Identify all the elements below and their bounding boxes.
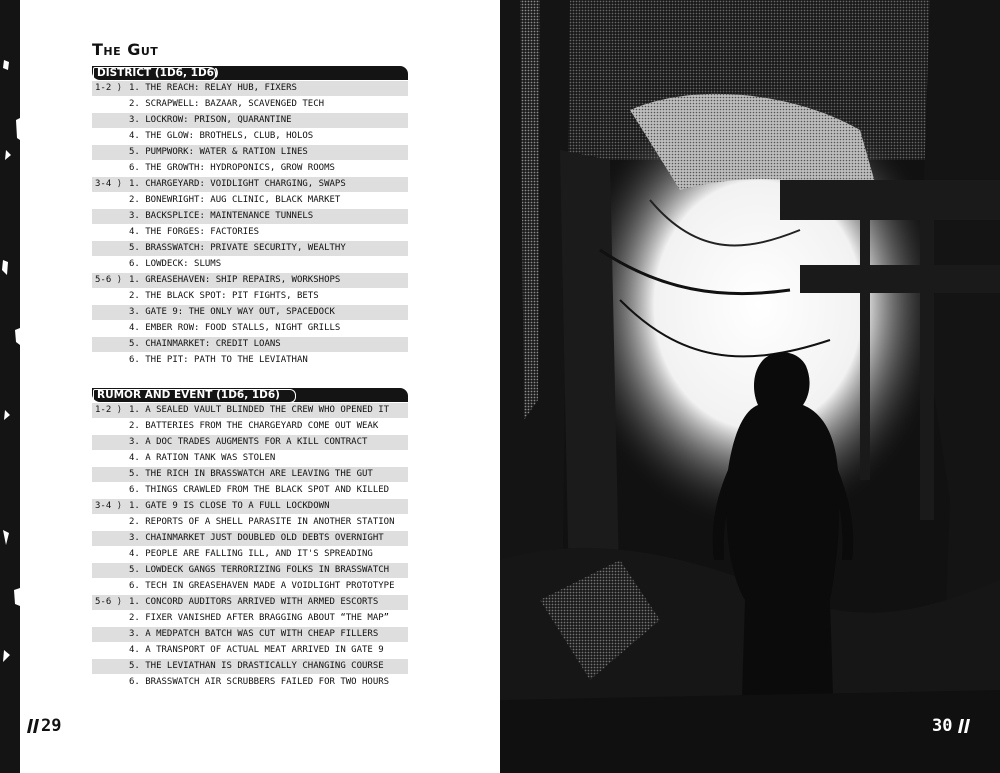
row-entry: 5. THE RICH IN BRASSWATCH ARE LEAVING THE GUT	[129, 468, 373, 479]
district-table-rows	[92, 81, 408, 369]
row-entry: 4. THE GLOW: BROTHELS, CLUB, HOLOS	[129, 130, 314, 141]
table-row	[92, 209, 408, 225]
roll-range: 3-4 ⟩	[95, 500, 123, 511]
table-row	[92, 611, 408, 627]
page-number-right: 30	[932, 716, 953, 736]
table-row	[92, 161, 408, 177]
table-row	[92, 257, 408, 273]
row-entry: 4. PEOPLE ARE FALLING ILL, AND IT'S SPREADING	[129, 548, 373, 559]
right-page	[500, 0, 1000, 773]
row-entry: 2. BATTERIES FROM THE CHARGEYARD COME OUT WEAK	[129, 420, 379, 431]
row-entry: 6. THE PIT: PATH TO THE LEVIATHAN	[129, 354, 308, 365]
row-entry: 3. CHAINMARKET JUST DOUBLED OLD DEBTS OVERNIGHT	[129, 532, 384, 543]
roll-range: 3-4 ⟩	[95, 178, 123, 189]
row-entry: 6. BRASSWATCH AIR SCRUBBERS FAILED FOR TWO HOURS	[129, 676, 390, 687]
district-table	[92, 66, 408, 368]
row-entry: 5. THE LEVIATHAN IS DRASTICALLY CHANGING COURSE	[129, 660, 384, 671]
row-entry: 1. CONCORD AUDITORS ARRIVED WITH ARMED ESCORTS	[129, 596, 379, 607]
table-row	[92, 145, 408, 161]
table-row	[92, 241, 408, 257]
table-row	[92, 305, 408, 321]
table-row	[92, 595, 408, 611]
row-entry: 6. THE GROWTH: HYDROPONICS, GROW ROOMS	[129, 162, 335, 173]
rumor-event-table-rows	[92, 403, 408, 691]
row-entry: 4. A TRANSPORT OF ACTUAL MEAT ARRIVED IN GATE 9	[129, 644, 384, 655]
table-row	[92, 353, 408, 369]
row-entry: 5. CHAINMARKET: CREDIT LOANS	[129, 338, 281, 349]
table-row	[92, 483, 408, 499]
district-table-header	[92, 66, 408, 80]
row-entry: 1. A SEALED VAULT BLINDED THE CREW WHO OPENED IT	[129, 404, 390, 415]
row-entry: 5. PUMPWORK: WATER & RATION LINES	[129, 146, 308, 157]
row-entry: 3. GATE 9: THE ONLY WAY OUT, SPACEDOCK	[129, 306, 335, 317]
roll-range: 5-6 ⟩	[95, 596, 123, 607]
table-row	[92, 563, 408, 579]
row-entry: 4. EMBER ROW: FOOD STALLS, NIGHT GRILLS	[129, 322, 341, 333]
table-row	[92, 467, 408, 483]
row-entry: 3. BACKSPLICE: MAINTENANCE TUNNELS	[129, 210, 314, 221]
table-row	[92, 225, 408, 241]
table-row	[92, 515, 408, 531]
row-entry: 5. BRASSWATCH: PRIVATE SECURITY, WEALTHY	[129, 242, 346, 253]
row-entry: 1. CHARGEYARD: VOIDLIGHT CHARGING, SWAPS	[129, 178, 346, 189]
table-row	[92, 273, 408, 289]
row-entry: 4. A RATION TANK WAS STOLEN	[129, 452, 276, 463]
row-entry: 3. A DOC TRADES AUGMENTS FOR A KILL CONTRACT	[129, 436, 368, 447]
table-row	[92, 337, 408, 353]
roll-range: 1-2 ⟩	[95, 82, 123, 93]
row-entry: 2. REPORTS OF A SHELL PARASITE IN ANOTHER STATION	[129, 516, 395, 527]
roll-range: 5-6 ⟩	[95, 274, 123, 285]
table-row	[92, 435, 408, 451]
row-entry: 3. LOCKROW: PRISON, QUARANTINE	[129, 114, 292, 125]
roll-range: 1-2 ⟩	[95, 404, 123, 415]
table-row	[92, 403, 408, 419]
table-row	[92, 81, 408, 97]
row-entry: 1. GATE 9 IS CLOSE TO A FULL LOCKDOWN	[129, 500, 330, 511]
illustration-image	[500, 0, 1000, 773]
table-row	[92, 321, 408, 337]
page-marker-bars-icon	[27, 719, 39, 733]
row-entry: 5. LOWDECK GANGS TERRORIZING FOLKS IN BRASSWATCH	[129, 564, 390, 575]
table-row	[92, 419, 408, 435]
table-row	[92, 675, 408, 691]
rumor-event-table	[92, 388, 408, 690]
page-number-left: 29	[41, 716, 62, 736]
district-table-header-label: DISTRICT (1D6, 1D6)	[97, 67, 219, 79]
table-row	[92, 531, 408, 547]
table-row	[92, 177, 408, 193]
table-row	[92, 97, 408, 113]
rumor-event-table-header-label: RUMOR AND EVENT (1D6, 1D6)	[97, 389, 280, 401]
table-row	[92, 659, 408, 675]
row-entry: 6. THINGS CRAWLED FROM THE BLACK SPOT AND KILLED	[129, 484, 390, 495]
row-entry: 6. TECH IN GREASEHAVEN MADE A VOIDLIGHT PROTOTYPE	[129, 580, 395, 591]
table-row	[92, 289, 408, 305]
table-row	[92, 129, 408, 145]
row-entry: 2. SCRAPWELL: BAZAAR, SCAVENGED TECH	[129, 98, 325, 109]
table-row	[92, 193, 408, 209]
table-row	[92, 451, 408, 467]
row-entry: 6. LOWDECK: SLUMS	[129, 258, 222, 269]
table-row	[92, 579, 408, 595]
page-title: The Gut	[92, 40, 159, 59]
table-row	[92, 113, 408, 129]
table-row	[92, 627, 408, 643]
row-entry: 2. BONEWRIGHT: AUG CLINIC, BLACK MARKET	[129, 194, 341, 205]
row-entry: 1. THE REACH: RELAY HUB, FIXERS	[129, 82, 297, 93]
row-entry: 1. GREASEHAVEN: SHIP REPAIRS, WORKSHOPS	[129, 274, 341, 285]
row-entry: 3. A MEDPATCH BATCH WAS CUT WITH CHEAP FILLERS	[129, 628, 379, 639]
grunge-edge-decoration	[0, 0, 20, 773]
rumor-event-table-header	[92, 388, 408, 402]
row-entry: 2. FIXER VANISHED AFTER BRAGGING ABOUT “THE MAP”	[129, 612, 390, 623]
table-row	[92, 643, 408, 659]
table-row	[92, 547, 408, 563]
row-entry: 4. THE FORGES: FACTORIES	[129, 226, 260, 237]
row-entry: 2. THE BLACK SPOT: PIT FIGHTS, BETS	[129, 290, 319, 301]
table-row	[92, 499, 408, 515]
